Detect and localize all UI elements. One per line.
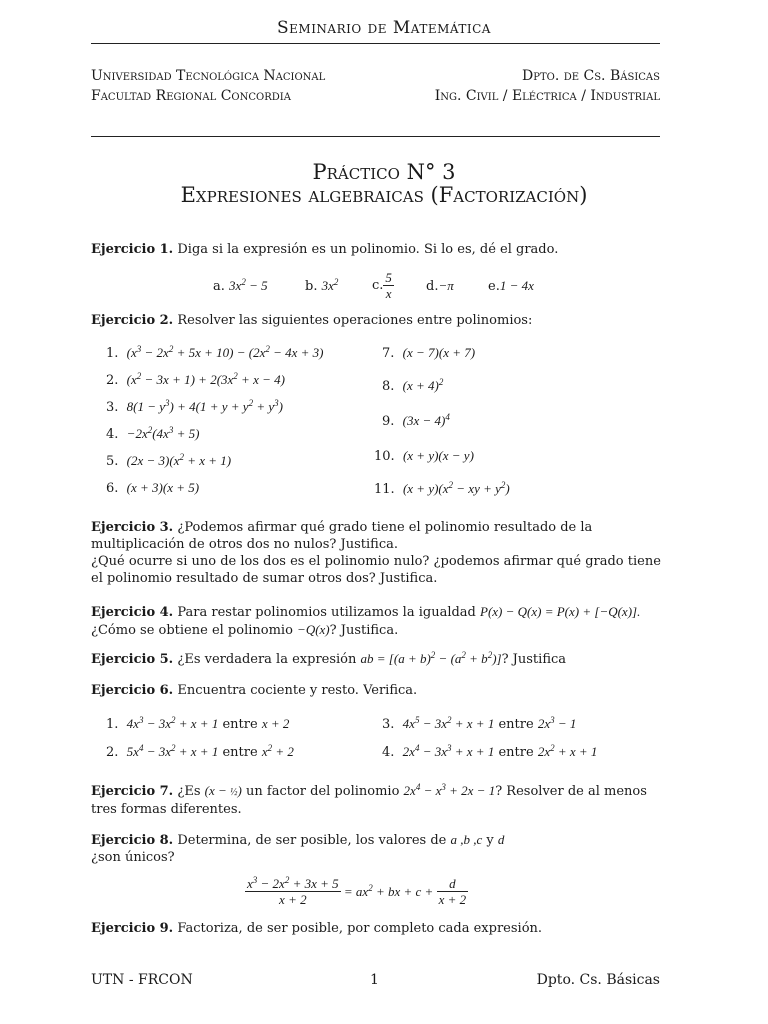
exercise-text: ¿Es verdadera la expresión — [177, 652, 357, 667]
footer-right: Dpto. Cs. Básicas — [536, 972, 660, 988]
exercise-text: Factoriza, de ser posible, por completo cada expresión. — [177, 921, 543, 936]
exercise-text-2: ¿Qué ocurre si uno de los dos es el polinomio nulo? ¿podemos afirmar qué grado tiene el polinomio resultado de sumar otros dos? Justifica. — [91, 554, 661, 586]
option-e: e.1 − 4x — [488, 278, 534, 294]
exercise-label: Ejercicio 4. — [91, 605, 174, 620]
exercise-1-options — [213, 270, 613, 306]
exercise-text: Diga si la expresión es un polinomio. Si lo es, dé el grado. — [177, 242, 559, 257]
exercise-6 — [91, 683, 417, 698]
list-item: 5. $(2x - 3)(x^2 + x + 1)$ — [106, 452, 232, 469]
option-a: a. $3x^2 - 5$ — [213, 277, 268, 294]
footer-left: UTN - FRCON — [91, 972, 193, 988]
exercise-7 — [91, 782, 671, 818]
university-name: Universidad Tecnológica Nacional — [91, 68, 326, 84]
exercise-text: Para restar polinomios utilizamos la igualdad — [177, 605, 476, 620]
list-item: 4. $2x^4 - 3x^3 + x + 1$ entre $2x^2 + x + 1$ — [382, 743, 598, 760]
list-item: 4. $-2x^2(4x^3 + 5)$ — [106, 425, 200, 442]
page-number: 1 — [370, 972, 379, 988]
exercise-label: Ejercicio 6. — [91, 683, 174, 698]
series-title: Seminario de Matemática — [277, 18, 491, 38]
exercise-5 — [91, 651, 566, 667]
equation: $2x^4 - x^3 + 2x - 1$ — [403, 782, 496, 798]
exercise-8: Ejercicio 8. Determina, de ser posible, los valores de a ,b ,c y d ¿son únicos? — [91, 832, 505, 865]
ops-list-left — [106, 345, 324, 507]
list-item: 8. $(x + 4)^2$ — [382, 377, 444, 394]
exercise-4 — [91, 603, 671, 639]
exercise-label: Ejercicio 2. — [91, 313, 174, 328]
list-item: 1. $(x^3 - 2x^2 + 5x + 10) - (2x^2 - 4x + 3)$ — [106, 344, 324, 361]
option-b: b. $3x^2$ — [305, 277, 339, 294]
exercise-text-2: ¿Cómo se obtiene el polinomio — [91, 623, 293, 638]
exercise-label: Ejercicio 1. — [91, 242, 174, 257]
list-item: 3. $4x^5 - 3x^2 + x + 1$ entre $2x^3 - 1$ — [382, 715, 577, 732]
list-item: 11. $(x + y)(x^2$ − xy + $y^2$) — [374, 480, 510, 497]
list-item: 2. $(x^2 - 3x + 1) + 2(3x^2 + x - 4)$ — [106, 371, 285, 388]
practice-subtitle: Expresiones algebraicas (Factorización) — [180, 183, 588, 207]
division-list — [106, 716, 666, 766]
equation: ab = $[(a + b)^2 - (a^2 + b^2)]$ — [360, 650, 502, 666]
equation-display: $\frac{x^3 - 2x^2 + 3x + 5}{x + 2}$ = $ax^2$ + bx + c + $\frac{d}{x + 2}$ — [247, 875, 467, 907]
exercise-text-3: ? Resolver de al menos tres formas diferentes. — [91, 784, 647, 817]
equation: −Q(x) — [297, 622, 330, 637]
fraction: $\frac{x^3 - 2x^2 + 3x + 5}{x + 2}$ — [247, 875, 339, 907]
exercise-label: Ejercicio 5. — [91, 652, 174, 667]
exercise-text: Encuentra cociente y resto. Verifica. — [177, 683, 418, 698]
exercise-3 — [91, 519, 671, 587]
exercise-text: Resolver las siguientes operaciones entre polinomios: — [177, 313, 533, 328]
careers: Ing. Civil / Eléctrica / Industrial — [434, 88, 660, 104]
practice-title: Práctico N° 3 — [312, 160, 456, 184]
exercise-text-2: ¿son únicos? — [91, 850, 175, 865]
exercise-text: ¿Es — [177, 784, 201, 799]
faculty-name: Facultad Regional Concordia — [91, 88, 291, 104]
list-item: 1. $4x^3 - 3x^2 + x + 1$ entre x + 2 — [106, 715, 290, 732]
list-item: 10. (x + y)(x − y) — [374, 448, 474, 464]
option-c: c. $\frac{5}{x}$ — [372, 270, 392, 301]
exercise-label: Ejercicio 8. — [91, 833, 174, 848]
header-rule-top — [91, 43, 660, 44]
exercise-label: Ejercicio 3. — [91, 520, 174, 535]
exercise-text-2: un factor del polinomio — [246, 784, 400, 799]
exercise-2 — [91, 313, 532, 328]
equation: P(x) − Q(x) = P(x) + [−Q(x)]. — [480, 604, 641, 619]
fraction: $\frac{5}{x}$ — [385, 270, 392, 301]
exercise-label: Ejercicio 9. — [91, 921, 174, 936]
fraction: $\frac{d}{x + 2}$ — [438, 876, 467, 907]
exercise-text: ¿Podemos afirmar qué grado tiene el polinomio resultado de la multiplicación de otros dos no nulos? Justifica. — [91, 520, 593, 552]
equation: (x − ½) — [204, 783, 242, 798]
exercise-text-3: ? Justifica. — [329, 623, 399, 638]
list-item: 6. (x + 3)(x + 5) — [106, 480, 200, 496]
option-d: d.−π — [426, 278, 454, 294]
list-item: 7. (x − 7)(x + 7) — [382, 345, 476, 361]
list-item: 2. $5x^4 - 3x^2 + x + 1$ entre $x^2 + 2$ — [106, 743, 294, 760]
exercise-label: Ejercicio 7. — [91, 784, 174, 799]
header-rule-bottom — [91, 136, 660, 137]
exercise-1 — [91, 242, 558, 257]
exercise-text-2: ? Justifica — [501, 652, 567, 667]
department-name: Dpto. de Cs. Básicas — [522, 68, 660, 84]
exercise-text: Determina, de ser posible, los valores de — [177, 833, 447, 848]
list-item: 9. $(3x - 4)^4$ — [382, 412, 450, 429]
list-item: 3. $8(1 - y^3) + 4(1 + y + y^2 + y^3)$ — [106, 398, 283, 415]
exercise-9 — [91, 921, 542, 936]
